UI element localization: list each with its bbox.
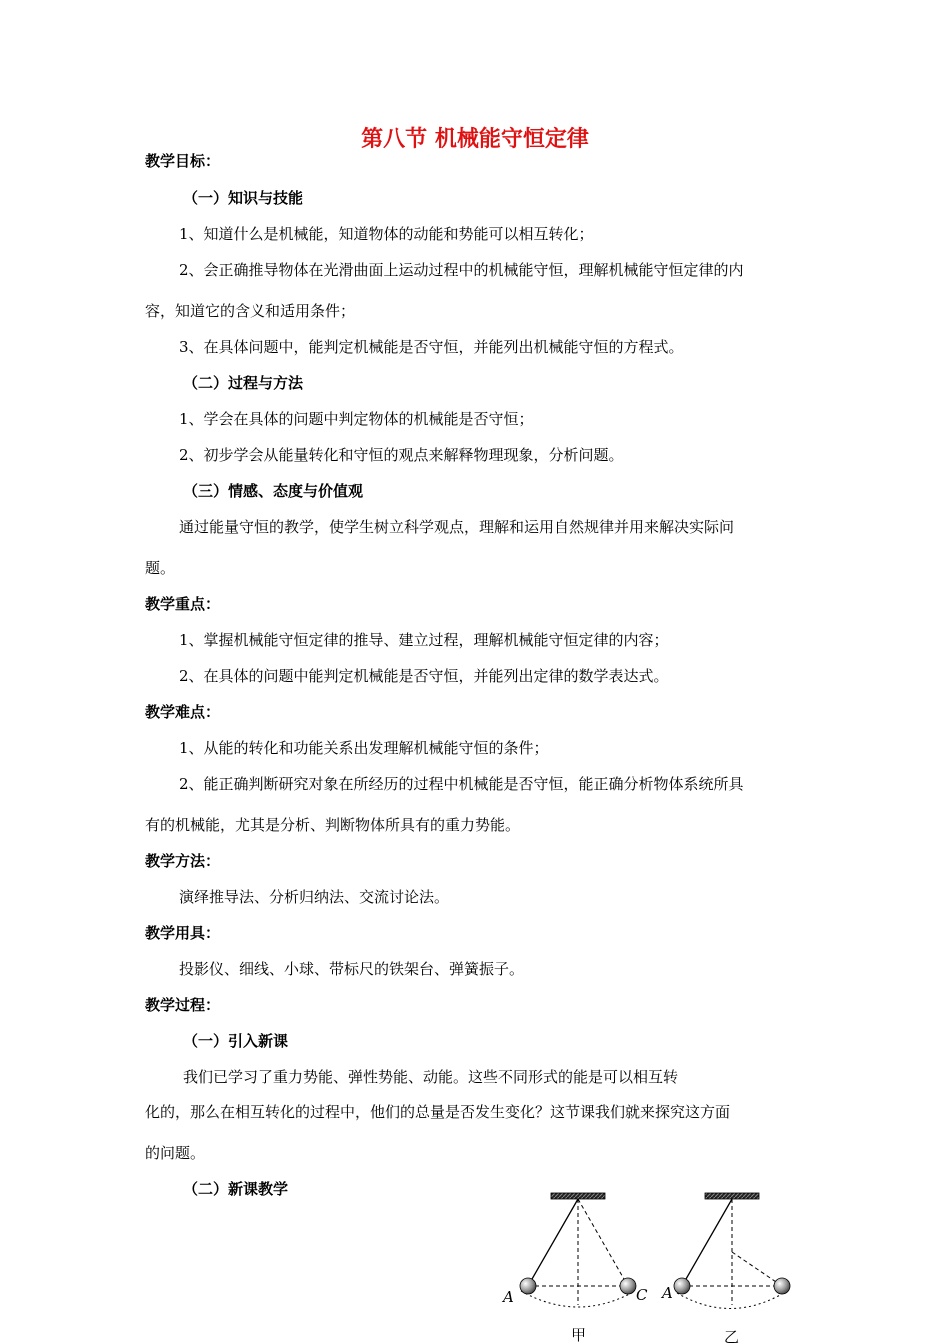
label-a: A xyxy=(503,1288,514,1306)
pendulum-right xyxy=(660,1193,790,1344)
methods-text: 演绎推导法、分析归纳法、交流讨论法。 xyxy=(179,888,450,906)
caption-right: 乙 xyxy=(724,1328,740,1344)
methods-heading: 教学方法： xyxy=(145,852,221,870)
difficulty-1: 1、从能的转化和功能关系出发理解机械能守恒的条件； xyxy=(179,739,549,757)
goals-sub1-item-2-cont: 容，知道它的含义和适用条件； xyxy=(145,302,356,320)
goals-sub1-item-1: 1、知道什么是机械能，知道物体的动能和势能可以相互转化； xyxy=(179,225,594,243)
goals-sub2-item-1: 1、学会在具体的问题中判定物体的机械能是否守恒； xyxy=(179,410,534,428)
difficulty-2-cont: 有的机械能，尤其是分析、判断物体所具有的重力势能。 xyxy=(145,816,521,834)
goals-sub2-item-2: 2、初步学会从能量转化和守恒的观点来解释物理现象，分析问题。 xyxy=(179,446,624,464)
intro-line-1: 我们已学习了重力势能、弹性势能、动能。这些不同形式的能是可以相互转 xyxy=(183,1068,679,1086)
tools-text: 投影仪、细线、小球、带标尺的铁架台、弹簧振子。 xyxy=(179,960,525,978)
goals-sub1-item-3: 3、在具体问题中，能判定机械能是否守恒，并能列出机械能守恒的方程式。 xyxy=(179,338,684,356)
process-heading: 教学过程： xyxy=(145,996,221,1014)
process-sub2: （二）新课教学 xyxy=(183,1180,289,1198)
difficulty-2: 2、能正确判断研究对象在所经历的过程中机械能是否守恒，能正确分析物体系统所具 xyxy=(179,775,744,793)
ball-icon xyxy=(774,1278,790,1294)
goals-sub3-item-1: 通过能量守恒的教学，使学生树立科学观点，理解和运用自然规律并用来解决实际问 xyxy=(179,518,735,536)
label-c: C xyxy=(636,1286,648,1304)
label-a: A xyxy=(662,1284,673,1302)
key-points-heading: 教学重点： xyxy=(145,595,221,613)
string-line xyxy=(528,1199,578,1286)
intro-line-3: 的问题。 xyxy=(145,1144,206,1162)
goals-heading: 教学目标： xyxy=(145,152,221,170)
process-sub1: （一）引入新课 xyxy=(183,1032,289,1050)
intro-line-2: 化的，那么在相互转化的过程中，他们的总量是否发生变化？这节课我们就来探究这方面 xyxy=(145,1103,731,1121)
page-title: 第八节 机械能守恒定律 xyxy=(361,127,589,152)
ceiling-mount-icon xyxy=(551,1193,605,1199)
goals-sub1-item-2: 2、会正确推导物体在光滑曲面上运动过程中的机械能守恒，理解机械能守恒定律的内 xyxy=(179,261,744,279)
key-point-2: 2、在具体的问题中能判定机械能是否守恒，并能列出定律的数学表达式。 xyxy=(179,667,669,685)
goals-sub1: （一）知识与技能 xyxy=(183,189,304,207)
difficulties-heading: 教学难点： xyxy=(145,703,221,721)
string-line xyxy=(682,1199,732,1286)
ball-icon xyxy=(674,1278,690,1294)
ball-icon xyxy=(620,1278,636,1294)
goals-sub3: （三）情感、态度与价值观 xyxy=(183,482,364,500)
ceiling-mount-icon xyxy=(705,1193,759,1199)
goals-sub2: （二）过程与方法 xyxy=(183,374,304,392)
ball-icon xyxy=(520,1278,536,1294)
tools-heading: 教学用具： xyxy=(145,924,221,942)
key-point-1: 1、掌握机械能守恒定律的推导、建立过程，理解机械能守恒定律的内容； xyxy=(179,631,669,649)
goals-sub3-item-1-cont: 题。 xyxy=(145,559,176,577)
string-dashed-line xyxy=(578,1199,628,1286)
pendulum-figure xyxy=(495,1185,815,1344)
pendulum-left xyxy=(501,1193,648,1344)
caption-left: 甲 xyxy=(571,1326,587,1344)
string-dashed-line xyxy=(732,1252,782,1286)
